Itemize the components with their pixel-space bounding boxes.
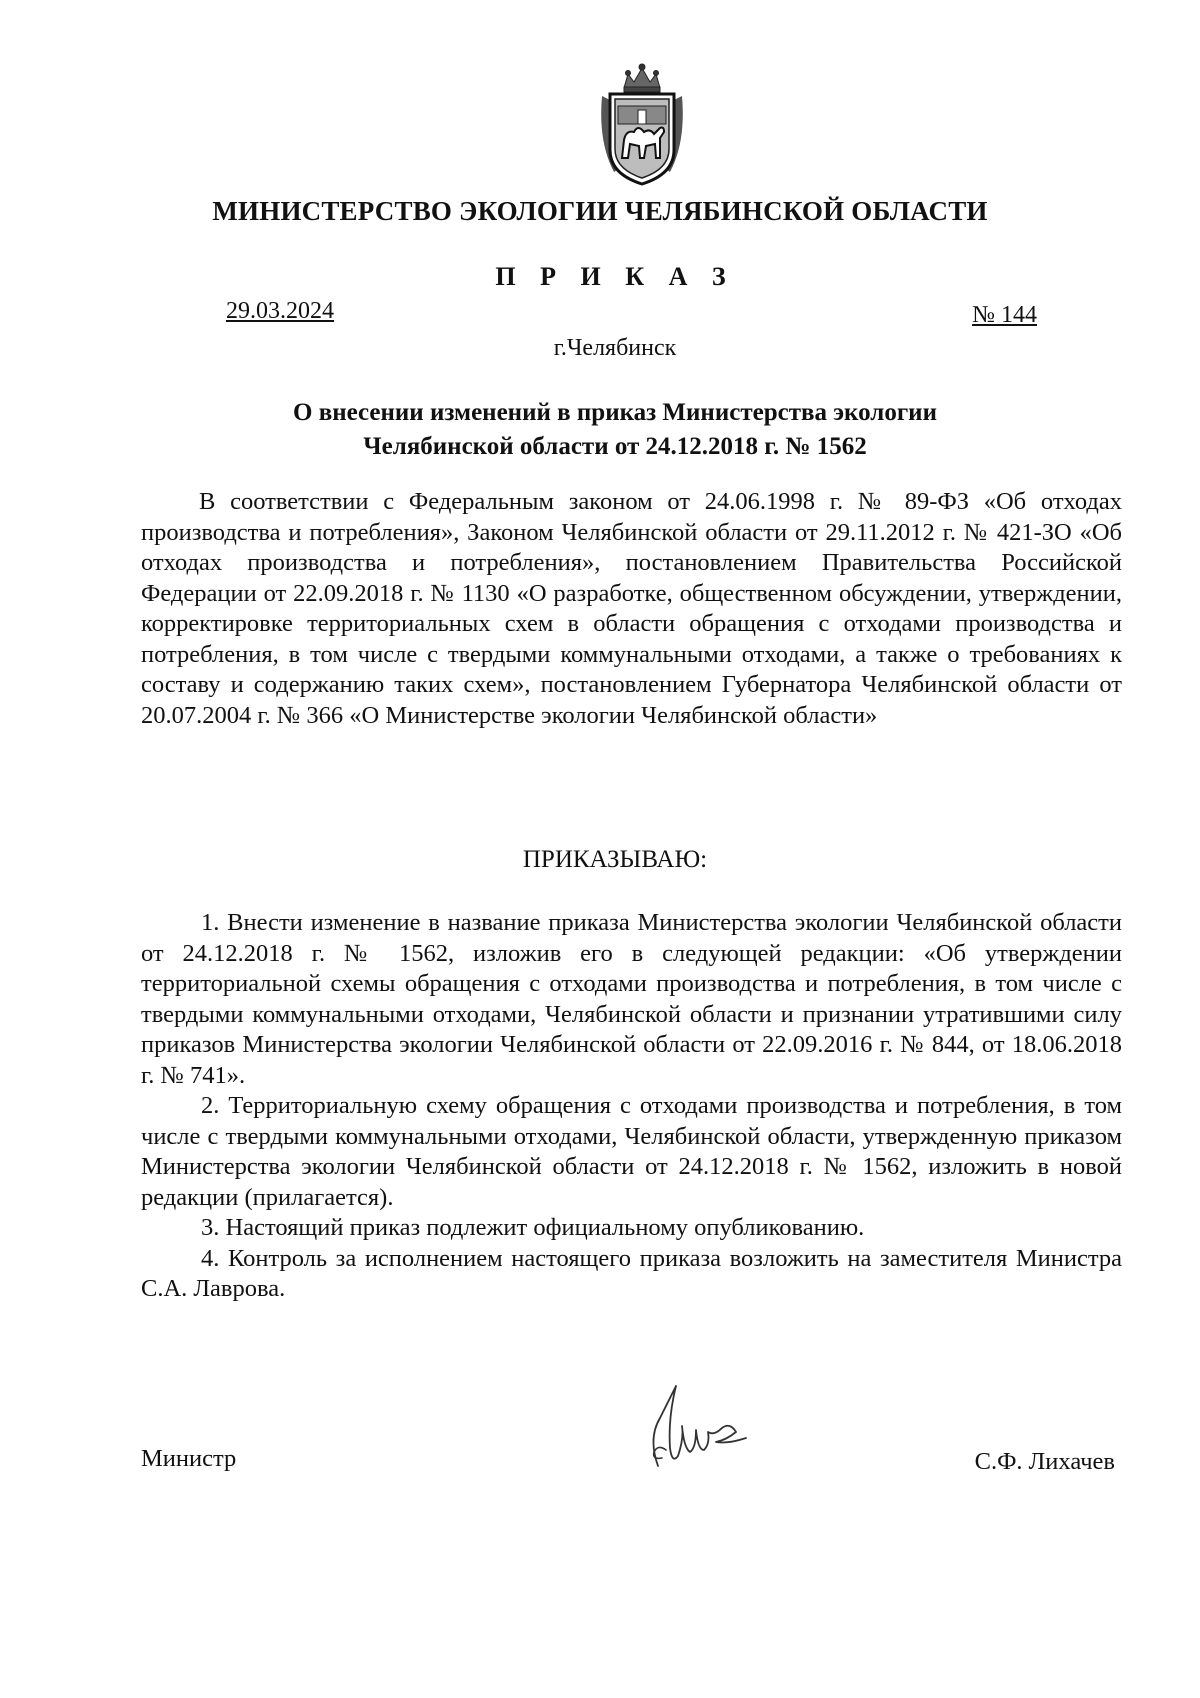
document-title-line-1: О внесении изменений в приказ Министерства экологии	[293, 399, 937, 426]
order-items	[141, 908, 1122, 1305]
document-type: П Р И К А З	[495, 262, 735, 291]
signatory-name: С.Ф. Лихачев	[974, 1448, 1115, 1475]
document-title	[0, 396, 1200, 464]
document-city: г.Челябинск	[553, 335, 677, 361]
document-date: 29.03.2024	[226, 298, 334, 324]
order-item-4: 4. Контроль за исполнением настоящего приказа возложить на заместителя Министра С.А. Лаврова.	[141, 1244, 1122, 1302]
signature-icon	[618, 1378, 768, 1478]
order-item-2: 2. Территориальную схему обращения с отходами производства и потребления, в том числе с твердыми коммунальными отходами, Челябинской области, утвержденную приказом Министерства экологии Челябинской области от 24.12.2018 г. № 1562, изложить в новой редакции (прилагается).	[141, 1092, 1122, 1211]
document-title-line-2: Челябинской области от 24.12.2018 г. № 1562	[363, 433, 867, 460]
signatory-role: Министр	[141, 1445, 237, 1472]
preamble	[141, 487, 1122, 731]
order-item-3: 3. Настоящий приказ подлежит официальному опубликованию.	[201, 1214, 865, 1241]
coat-of-arms-icon	[594, 62, 690, 190]
document-number: № 144	[972, 302, 1037, 328]
order-word: ПРИКАЗЫВАЮ:	[522, 846, 708, 873]
ministry-name: МИНИСТЕРСТВО ЭКОЛОГИИ ЧЕЛЯБИНСКОЙ ОБЛАСТИ	[212, 196, 988, 226]
order-item-1: 1. Внести изменение в название приказа Министерства экологии Челябинской области от 24.12.2018 г. № 1562, изложив его в следующей редакции: «Об утверждении территориальной схемы обращения с отходами производства и потребления, в том числе с твердыми коммунальными отходами, Челябинской области и признании утратившими силу приказов Министерства экологии Челябинской области от 22.09.2016 г. № 844, от 18.06.2018 г. № 741».	[141, 909, 1122, 1089]
preamble-text: В соответствии с Федеральным законом от 24.06.1998 г. № 89-ФЗ «Об отходах производства и потребления», Законом Челябинской области от 29.11.2012 г. № 421-ЗО «Об отходах производства и потребления», постановлением Правительства Российской Федерации от 22.09.2018 г. № 1130 «О разработке, общественном обсуждении, утверждении, корректировке территориальных схем в области обращения с отходами производства и потребления, в том числе с твердыми коммунальными отходами, а также о требованиях к составу и содержанию таких схем», постановлением Губернатора Челябинской области от 20.07.2004 г. № 366 «О Министерстве экологии Челябинской области»	[141, 488, 1122, 729]
